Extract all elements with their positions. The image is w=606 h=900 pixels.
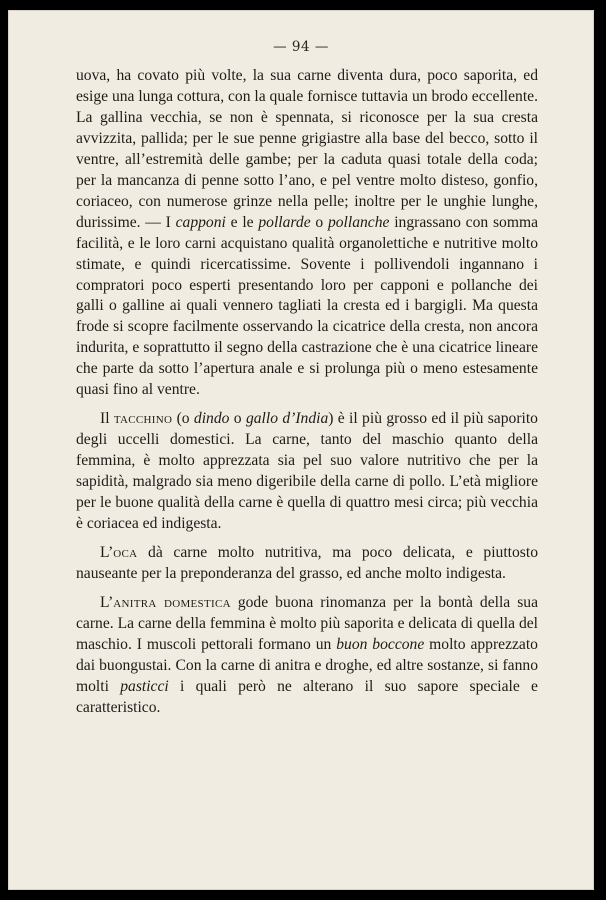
paragraph-poultry-aging	[76, 66, 538, 401]
page-number: — 94 —	[273, 39, 329, 55]
text-run: Il	[100, 410, 114, 428]
italic-term: dindo	[193, 410, 230, 428]
text-run: L’	[100, 593, 114, 611]
text-run: e le	[225, 213, 259, 231]
italic-term: capponi	[175, 213, 226, 231]
paragraph-duck	[76, 593, 538, 719]
small-caps-term: tacchino	[113, 410, 173, 428]
paragraph-goose	[76, 543, 538, 585]
text-run: molto apprezzato dai buongustai. Con la carne di anitra e droghe, ed altre sostanze, si fanno molti	[76, 635, 538, 695]
italic-term: pollarde	[258, 213, 311, 231]
italic-term: pasticci	[120, 677, 169, 695]
text-run: dà carne molto nutritiva, ma poco delicata, e piuttosto nauseante per la preponderanza del grasso, ed anche molto indigesta.	[76, 543, 538, 582]
text-run: o	[310, 213, 328, 231]
text-run: uova, ha covato più volte, la sua carne diventa dura, poco saporita, ed esige una lunga cottura, con la quale fornisce tuttavia un brodo eccellente. La gallina vecchia, se non è spennata, si riconosce per la sua cresta avvizzita, pallida; per le sue penne grigiastre alla base del becco, sotto il ventre, all’estremità delle gambe; per la caduta quasi totale della coda; per la mancanza di penne sotto l’ano, e pel ventre molto disteso, gonfio, coriaceo, con numerose grinze nella pelle; inoltre per le unghie lunghe, durissime. — I	[76, 67, 538, 231]
text-run: (o	[172, 410, 194, 428]
text-run: gode buona rinomanza per la bontà della sua carne. La carne della femmina è molto più saporita e delicata di quella del maschio. I muscoli pettorali formano un	[76, 593, 538, 653]
body-text	[76, 66, 538, 719]
book-page	[8, 10, 594, 890]
text-run: L’	[100, 543, 114, 561]
paragraph-turkey	[76, 409, 538, 535]
text-run: i quali però ne alterano il suo sapore speciale e caratteristico.	[76, 677, 538, 716]
italic-term: buon boccone	[336, 635, 425, 653]
italic-term: gallo d’India	[245, 410, 329, 428]
small-caps-term: anitra domestica	[113, 593, 231, 611]
text-run: ingrassano con somma facilità, e le loro carni acquistano qualità organolettiche e nutritive molto stimate, e quindi ricercatissime. Sovente i pollivendoli ingannano i compratori poco esperti presentando loro per capponi e pollanche dei galli o galline ai quali vennero tagliati la cresta ed i bargigli. Ma questa frode si scopre facilmente osservando la cicatrice della cresta, non ancora indurita, e soprattutto il segno della castrazione che è una cicatrice lineare che parte da sotto l’apertura anale e si prolunga più o meno estesamente quasi fino al ventre.	[76, 213, 539, 399]
italic-term: pollanche	[327, 213, 390, 231]
small-caps-term: oca	[113, 543, 138, 561]
text-run: ) è il più grosso ed il più saporito degli uccelli domestici. La carne, tanto del maschio quanto della femmina, è molto apprezzata sia pel suo valore nutritivo che per la sapidità, malgrado sia meno digeribile della carne di pollo. L’età migliore per le buone qualità della carne è quella di quattro mesi circa; più vecchia è coriacea ed indigesta.	[76, 410, 538, 533]
text-run: o	[229, 410, 246, 428]
